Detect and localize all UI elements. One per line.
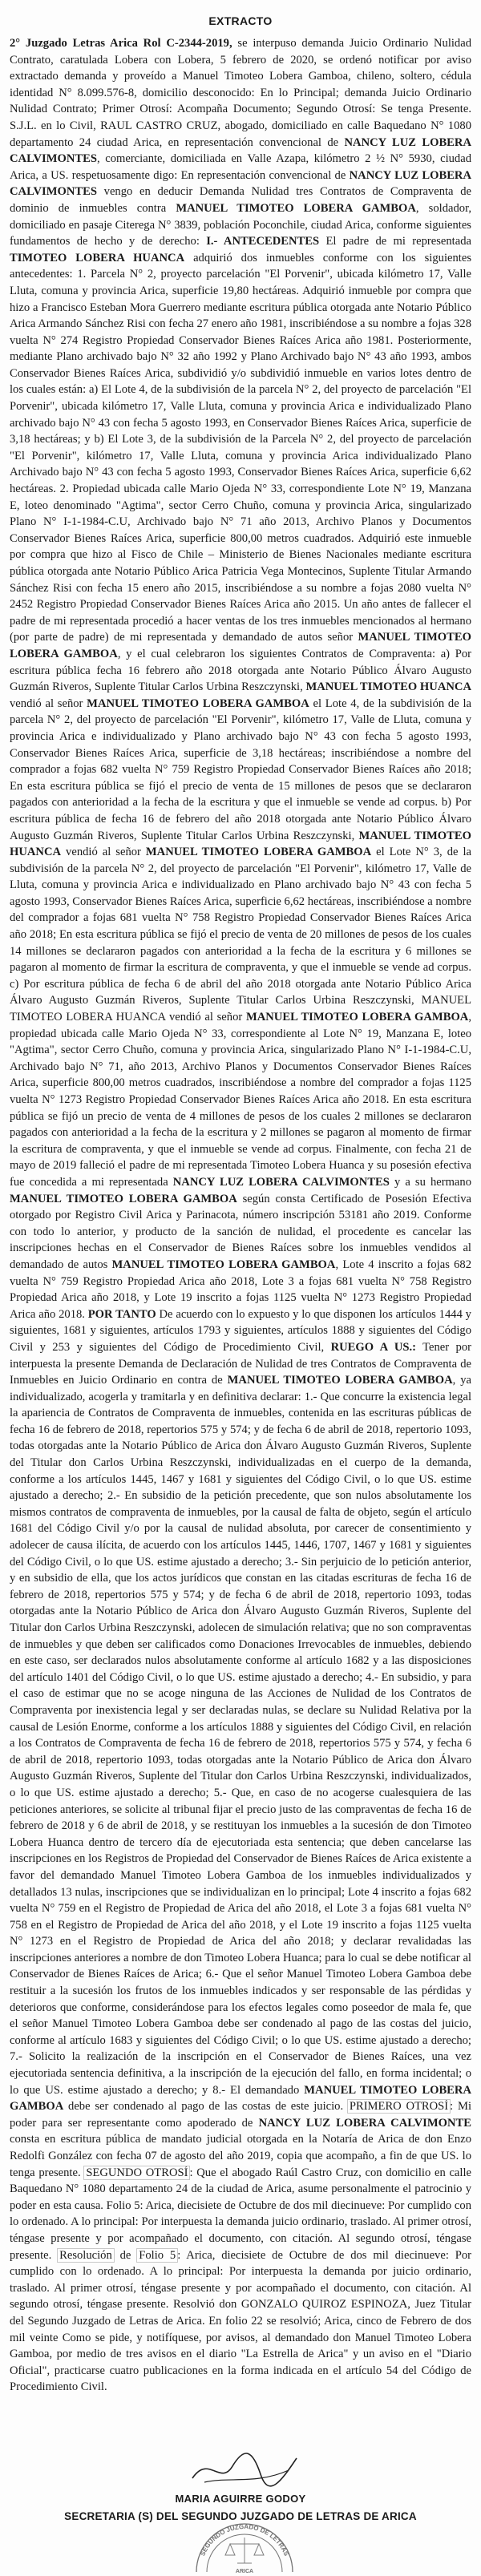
text-segment: según consta Certificado de Posesión Efectiva otorgado por Registro Civil Arica y Parinacota, número inscripción 53181 año 2019. Conforme con todo lo anterior, y producto de la sanción de nulidad, el procedente es cancelar las inscripciones hechas en el Conservador de Bienes Raíces sobre los inmuebles vendidos al demandado de autos [10, 1192, 471, 1271]
text-segment: , comerciante, domiciliada en Valle Azapa, kilómetro 2 ½ N° 5930, ciudad Arica, a US. respetuosamente digo: En representación convencional de [10, 152, 471, 182]
text-segment: adquirió dos inmuebles conforme con los siguientes antecedentes: 1. Parcela N° 2, proyecto parcelación "El Porvenir", ubicada kilómetro 17, Valle Lluta, comuna y provincia Arica, superficie 19,80 hectáreas. Adquirió inmueble por compra que hizo a Francisco Esteban Mora Guerrero mediante escritura pública otorgada ante Notario Público Arica Armando Sánchez Risi con fecha 27 enero año 1981, inscribiéndose a su nombre a fojas 328 vuelta N° 274 Registro Propiedad Conservador Bienes Raíces Arica año 1981. Posteriormente, mediante Plano archivado bajo N° 32 año 1992 y Plano Archivado bajo N° 43 año 1993, ambos Conservador Bienes Raíces Arica, subdividió y/o subdividió inmueble en varios lotes dentro de los cuales están: a) El Lote 4, de la subdivisión de la parcela N° 2, del proyecto de parcelación "El Porvenir", ubicada kilómetro 17, Valle Lluta, comuna y provincia Arica e individualizado Plano archivado bajo N° 43 con fecha 5 agosto 1993, en Conservador Bienes Raíces Arica, superficie de 3,18 hectáreas; y b) El Lote 3, de la subdivisión de la Parcela N° 2, del proyecto de parcelación "El Porvenir", kilómetro 17, Valle Lluta, comuna y provincia Arica individualizado Plano Archivado bajo N° 43 con fecha 5 agosto 1993, Conservador Bienes Raíces Arica, superficie 6,62 hectáreas. 2. Propiedad ubicada calle Mario Ojeda N° 33, correspondiente Lote N° 19, Manzana E, loteo denominado "Agtima", sector Cerro Chuño, comuna y provincia Arica, singularizado Plano N° I-1-1984-C.U, Archivado bajo N° 71 año 2013, Archivo Planos y Documentos Conservador Bienes Raíces Arica, superficie 800,00 metros cuadrados. Adquirió este inmueble por compra que hizo al Fisco de Chile – Ministerio de Bienes Nacionales mediante escritura pública otorgada ante Notario Público Arica Patricia Vega Montecinos, Suplente Titular Armando Sánchez Risi con fecha 15 enero año 2015, inscribiéndose a su nombre a fojas 2080 vuelta N° 2452 Registro Propiedad Conservador Bienes Raíces Arica año 2015. Un año antes de fallecer el padre de mi representada procedió a hacer ventas de los tres inmuebles mencionados al hermano (por parte de padre) de mi representada y demandado de autos señor [10, 251, 471, 644]
seal-city: ARICA [235, 2569, 254, 2574]
text-segment: , ya individualizado, acogerla y tramitarla y en definitiva declarar: 1.- Que concurre la existencia legal la apariencia de Contratos de Compraventa de inmuebles, contenida en las escrituras públicas de fecha 16 de febrero de 2018, repertorios 575 y 574; y de fecha 6 de abril de 2018, repertorio 1093, todas otorgadas ante la Notario Público de Arica don Álvaro Augusto Guzmán Riveros, Suplente del Titular don Carlos Urbina Reszczynski, individualizadas en el cuerpo de la demanda, conforme a los artículos 1445, 1467 y 1681 y siguientes del Código Civil, o lo que US. estime ajustado a derecho; 2.- En subsidio de la petición precedente, que son nulos absolutamente los mismos contratos de compraventa de inmuebles, por la causal de falta de objeto, según el artículo 1681 del Código Civil y/o por la causal de nulidad absoluta, por carecer de consentimiento y adolecer de causa ilícita, de acuerdo con los artículos 1445, 1446, 1707, 1467 y 1681 y siguientes del Código Civil, o lo que US. estime ajustado a derecho; 3.- Sin perjuicio de lo petición anterior, y en subsidio de ella, que los actos jurídicos que constan en las citadas escrituras de fecha 16 de febrero de 2018, repertorios 575 y 574; y de fecha 6 de abril de 2018, repertorio 1093, todas otorgadas ante la Notario Público de Arica don Álvaro Augusto Guzmán Riveros, Suplente del Titular don Carlos Urbina Reszczynski, adolecen de simulación relativa; que no son compraventas de inmuebles y que deben ser calificados como Donaciones Irrevocables de inmuebles, debiendo en este caso, ser declarados nulos absolutamente conforme al artículo 1682 y a las disposiciones del artículo 1401 del Código Civil, o lo que US. estime ajustado a derecho; 4.- En subsidio, y para el caso de estimar que no se acoge ninguna de las Acciones de Nulidad de los Contratos de Compraventa por inexistencia legal y ser declaradas nulas, se declare su Nulidad Relativa por la causal de Lesión Enorme, conforme a los artículos 1888 y siguientes del Código Civil, en relación a los Contratos de Compraventa de fecha 16 de febrero de 2018, repertorios 575 y 574, y fecha 6 de abril de 2018, repertorio 1093, todas otorgadas ante la Notario Público de Arica don Álvaro Augusto Guzmán Riveros, Suplente del Titular don Carlos Urbina Reszczynski, individualizados, o lo que US. estime ajustado a derecho; 5.- Que, en caso de no acogerse cualesquiera de las peticiones anteriores, se solicite al tribunal fijar el precio justo de las compraventas de fecha 16 de febrero de 2018 y 6 de abril de 2018, y se restituyan los inmuebles a la sucesión de don Timoteo Lobera Huanca dentro de tercero día de ejecutoriada esta sentencia; que deben cancelarse las inscripciones en los Registros de Propiedad del Conservador de Bienes Raíces de Arica existente a favor del demandado Manuel Timoteo Lobera Gamboa de los inmuebles individualizados y detallados 13 nulas, inscripciones que se individualizan en lo principal; Lote 4 inscrito a fojas 682 vuelta N° 759 en el Registro de Propiedad de Arica del año 2018, el Lote 3 a fojas 681 vuelta N° 758 en el Registro de Propiedad de Arica del año 2018, y el Lote 19 inscrito a fojas 1125 vuelta N° 1273 en el Registro de Propiedad de Arica del año 2018; y declarar revalidadas las inscripciones anteriores a nombre de don Timoteo Lobera Huanca; para lo cual se debe notificar al Conservador de Bienes Raíces de Arica; 6.- Que el señor Manuel Timoteo Lobera Gamboa debe restituir a la sucesión los frutos de los inmuebles indicados y ser responsable de las pérdidas y deterioros que conforme, considerándose para los efectos legales como poseedor de mala fe, que el señor Manuel Timoteo Lobera Gamboa debe ser condenado al pago de las costas del juicio, conforme al artículo 1683 y siguientes del Código Civil; o lo que US. estime ajustado a derecho; 7.- Solicito la realización de la inscripción en el Conservador de Bienes Raíces, una vez ejecutoriada sentencia definitiva, a la inscripción de la ejecución del fallo, en forma incidental; o lo que US. estime ajustado a derecho; y 8.- El demandado [10, 1374, 471, 2097]
bold-text-segment: MANUEL TIMOTEO LOBERA GAMBOA [10, 1192, 237, 1205]
bold-text-segment: MANUEL TIMOTEO LOBERA GAMBOA [111, 1258, 336, 1271]
text-segment: Tener por interpuesta la presente Demanda de Declaración de Nulidad de tres Contratos de Compraventa de Inmuebles en Juicio Ordinario en contra de [10, 1340, 471, 1387]
bold-text-segment: POR TANTO [87, 1307, 156, 1321]
bold-text-segment: MANUEL TIMOTEO LOBERA GAMBOA [10, 631, 471, 660]
bold-text-segment: NANCY LUZ LOBERA CALVIMONTES [172, 1175, 390, 1189]
text-segment: consta en escritura pública de mandato judicial otorgada en la Notaría de Arica de don Enzo Redolfi González con fecha 07 de agosto del año 2019, copia que acompaño, a fin de que US. lo tenga presente. [10, 2133, 471, 2179]
text-segment: el Lote 4, de la subdivisión de la parcela N° 2, del proyecto de parcelación "El Porvenir", kilómetro 17, Valle de Lluta, comuna y provincia Arica e individualizado y Plano archivado bajo N° 43 con fecha 5 agosto 1993, Conservador Bienes Raíces Arica, superficie de 3,18 hectáreas; inscribiéndose a nombre del comprador a fojas 682 vuelta N° 759 Registro Propiedad Conservador Bienes Raíces año 2018; En esta escritura pública se fijó el precio de venta de 15 millones de pesos que se declararon pagados con anterioridad a la fecha de la escritura y que el inmueble se vende ad corpus. b) Por escritura pública de fecha 16 de febrero del año 2018 otorgada ante Notario Público Álvaro Augusto Guzmán Riveros, Suplente Titular Carlos Urbina Reszczynski, [10, 696, 471, 842]
text-segment: , y el cual celebraron los siguientes Contratos de Compraventa: a) Por escritura pública fecha 16 febrero año 2018 otorgada ante Notario Público Álvaro Augusto Guzmán Riveros, Suplente Titular Carlos Urbina Reszczynski, [10, 647, 471, 694]
bold-text-segment: 2° Juzgado Letras Arica Rol C-2344-2019, [10, 37, 232, 50]
text-segment: vendió al señor [61, 846, 146, 859]
bold-text-segment: MANUEL TIMOTEO LOBERA GAMBOA [227, 1374, 453, 1387]
text-segment: vendió al señor [10, 696, 87, 710]
text-segment: De acuerdo con lo expuesto y lo que disponen los artículos 1444 y siguientes, 1681 y siguientes, artículos 1793 y siguientes, artículos 1888 y siguientes del Código Civil y 253 y siguientes del Código de Procedimiento Civil, [10, 1307, 471, 1354]
text-segment: , Lote 4 inscrito a fojas 682 vuelta N° 759 Registro Propiedad Arica año 2018, Lote 3 a fojas 681 vuelta N° 758 Registro Propiedad Arica año 2018, y Lote 19 inscrito a fojas 1125 vuelta N° 1273 Registro Propiedad Arica año 2018. [10, 1258, 471, 1321]
bold-text-segment: NANCY LUZ LOBERA CALVIMONTE [258, 2116, 471, 2130]
document-title: EXTRACTO [208, 14, 273, 27]
bold-text-segment: MANUEL TIMOTEO LOBERA GAMBOA [10, 2083, 471, 2114]
text-segment: : Mi poder para ser representante como apoderado de [10, 2100, 471, 2130]
bold-text-segment: MANUEL TIMOTEO HUANCA [305, 680, 471, 694]
signature-block [0, 2446, 481, 2576]
bold-text-segment: I.- ANTECEDENTES [206, 235, 320, 248]
signer-role: SECRETARIA (S) DEL SEGUNDO JUZGADO DE LETRAS DE ARICA [64, 2510, 417, 2522]
text-segment: El padre de mi representada [319, 235, 471, 248]
handwritten-signature [184, 2446, 305, 2491]
text-segment: y a su hermano [389, 1175, 471, 1189]
text-segment: vengo en deducir Demanda Nulidad tres Contratos de Compraventa de dominio de inmuebles contra [10, 185, 471, 215]
text-segment: : Arica, diecisiete de Octubre de dos mil diecinueve: Por cumplido con lo ordenado. A lo principal: Por interpuesta la demanda por juicio ordinario, traslado. Al primer otrosí, téngase presente y por acompañado el documento, con citación. Al segundo otrosí, téngase presente. Resolvió don GONZALO QUIROZ ESPINOZA, Juez Titular del Segundo Juzgado de Letras de Arica. En folio 22 se resolvió; Arica, cinco de Febrero de dos mil veinte Como se pide, y notifíquese, por avisos, al demandado don Manuel Timoteo Lobera Gamboa, por medio de tres avisos en el diario "La Estrella de Arica" y un aviso en el "Diario Oficial", practicarse cuatro publicaciones en la forma indicada en el artículo 54 del Código de Procedimiento Civil. [10, 2248, 472, 2394]
bold-text-segment: TIMOTEO LOBERA HUANCA [10, 251, 185, 264]
court-seal [184, 2496, 305, 2576]
bold-text-segment: MANUEL TIMOTEO LOBERA GAMBOA [245, 1011, 469, 1024]
bold-text-segment: NANCY LUZ LOBERA CALVIMONTES [10, 168, 472, 199]
text-segment: se interpuso demanda Juicio Ordinario Nulidad Contrato, caratulada Lobera con Lobera, 5 febrero de 2020, se ordenó notificar por aviso extractado demanda y proveído a Manuel Timoteo Lobera Gamboa, chileno, soltero, cédula identidad N° 8.099.576-8, domicilio desconocido: En lo Principal; demanda Juicio Ordinario Nulidad Contrato; Primer Otrosí: Acompaña Documento; Segundo Otrosí: Se tenga Presente. S.J.L. en lo Civil, RAUL CASTRO CRUZ, abogado, domiciliado en calle Baquedano N° 1080 departamento 24 ciudad Arica, en representación convencional de [10, 37, 471, 149]
bold-text-segment: MANUEL TIMOTEO HUANCA [10, 829, 471, 859]
bold-text-segment: NANCY LUZ LOBERA CALVIMONTES [10, 135, 471, 166]
bold-text-segment: RUEGO A US.: [330, 1340, 416, 1354]
text-segment: debe ser condenado al pago de las costas de este juicio. [63, 2100, 348, 2114]
signer-name: MARIA AGUIRRE GODOY [175, 2493, 306, 2505]
seal-text: SEGUNDO JUZGADO DE LETRAS [199, 2522, 290, 2558]
text-segment: , propiedad ubicada calle Mario Ojeda N° 33, correspondiente al Lote N° 19, Manzana E, loteo "Agtima", sector Cerro Chuño, comuna y provincia Arica, singularizado Plano N° I-1-1984-C.U, Archivado bajo N° 71, año 2013, Archivo Planos y Documentos Conservador Bienes Raíces Arica, superficie 800,00 metros cuadrados, inscribiéndose a nombre del comprador a fojas 1125 vuelta N° 1273 Registro Propiedad Conservador Bienes Raíces Arica año 2018. En esta escritura pública se fijó un precio de venta de 4 millones de pesos de los cuales 2 millones se declararon pagados con anterioridad a la fecha de la escritura y 2 millones se pagaron al momento de firmar la escritura de compraventa, y que el inmueble se vende ad corpus. Finalmente, con fecha 21 de mayo de 2019 falleció el padre de mi representada Timoteo Lobera Huanca y su posesión efectiva fue concedida a mi representada [10, 1011, 471, 1189]
boxed-text-segment: PRIMERO OTROSÍ [349, 2100, 449, 2114]
text-segment: de [113, 2248, 138, 2262]
boxed-text-segment: Resolución [59, 2248, 112, 2262]
text-segment: : Que el abogado Raúl Castro Cruz, con domicilio en calle Baquedano N° 1080 departamento 24 de la ciudad de Arica, asume personalmente el patrocinio y poder en esta causa. Folio 5: Arica, diecisiete de Octubre de dos mil diecinueve: Por cumplido con lo ordenado. A lo principal: Por interpuesta la demanda juicio ordinario, traslado. Al primer otrosí, téngase presente y por acompañado el documento, con citación. Al segundo otrosí, téngase presente. [10, 2166, 471, 2262]
boxed-text-segment: SEGUNDO OTROSÍ [86, 2166, 188, 2179]
boxed-text-segment: Folio 5 [139, 2248, 176, 2262]
bold-text-segment: MANUEL TIMOTEO LOBERA GAMBOA [176, 201, 416, 215]
body-paragraph [10, 35, 471, 2396]
text-segment: , soldador, domiciliado en pasaje Citerega N° 3839, población Poconchile, ciudad Arica, conforme siguientes fundamentos de hecho y de derecho: [10, 201, 471, 248]
document-body [10, 35, 471, 2396]
bold-text-segment: MANUEL TIMOTEO LOBERA GAMBOA [87, 696, 309, 710]
text-segment: el Lote N° 3, de la subdivisión de la parcela N° 2, del proyecto de parcelación "El Porvenir", kilómetro 17, Valle de Lluta, comuna y provincia Arica e individualizado en Plano archivado bajo N° 43 con fecha 5 agosto 1993, Conservador Bienes Raíces Arica, superficie 6,62 hectáreas, inscribiéndose a nombre del comprador a fojas 681 vuelta N° 758 Registro Propiedad Conservador Bienes Raíces Arica año 2018; En esta escritura pública se fijó el precio de venta de 20 millones de pesos de los cuales 14 millones se declararon pagados con anterioridad a la fecha de la escritura y 6 millones se pagaron al momento de firmar la escritura de compraventa, y que el inmueble se vende ad corpus. c) Por escritura pública de fecha 6 de abril del año 2018 otorgada ante Notario Público Arica Álvaro Augusto Guzmán Riveros, Suplente Titular Carlos Urbina Reszczynski, MANUEL TIMOTEO LOBERA HUANCA vendió al señor [10, 846, 471, 1024]
bold-text-segment: MANUEL TIMOTEO LOBERA GAMBOA [145, 846, 372, 859]
